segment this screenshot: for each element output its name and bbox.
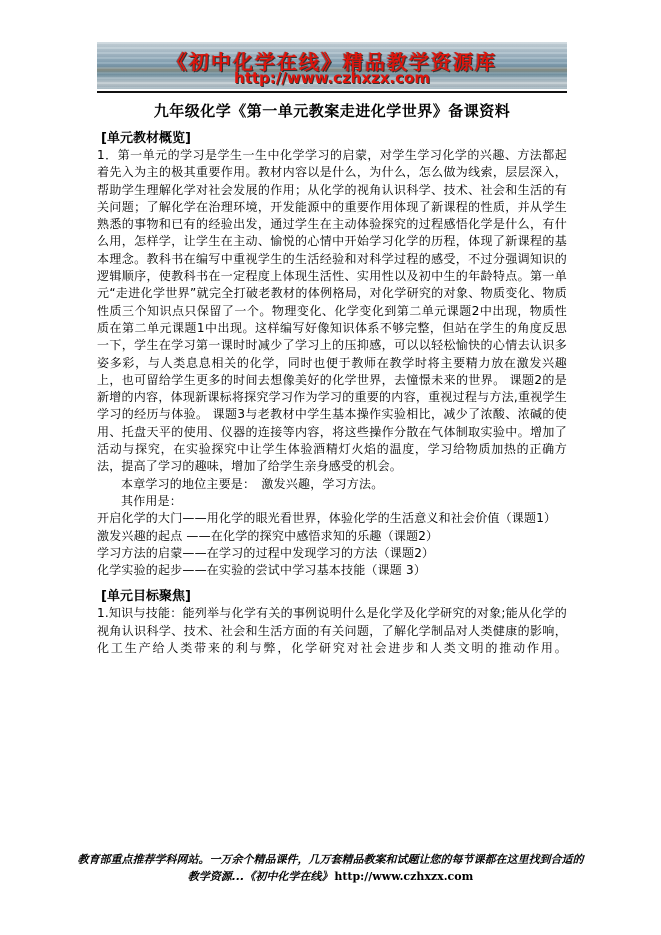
banner-divider-rule bbox=[97, 91, 567, 93]
document-title: 九年级化学《第一单元教案走进化学世界》备课资料 bbox=[153, 102, 511, 120]
section-heading-unit-goals: [单元目标聚焦] bbox=[101, 589, 191, 605]
role-item-topic1: 开启化学的大门——用化学的眼光看世界，体验化学的生活意义和社会价值（课题1） bbox=[97, 511, 557, 526]
footer-site-url-link[interactable]: http://www.czhxzx.com bbox=[334, 870, 474, 883]
role-item-topic3: 化学实验的起步——在实验的尝试中学习基本技能（课题 3） bbox=[97, 563, 427, 578]
banner-site-url-link[interactable]: http://www.czhxzx.com bbox=[234, 69, 430, 87]
unit-overview-paragraph: 1．第一单元的学习是学生一生中化学学习的启蒙，对学生学习化学的兴趣、方法都起着先入为主的极其重要作用。教材内容以是什么，为什么，怎么做为线索，层层深入，帮助学生理解化学对社会发展的作用；从化学的视角认识科学、技术、社会和生活的有关问题；了解化学在治理环境，开发能源中的重要作用体现了新课程的性质，并从学生熟悉的事物和已有的经验出发，通过学生在主动体验探究的过程感悟化学是什么，有什么用，怎样学，让学生在主动、愉悦的心情中开始学习化学的历程，体现了新课程的基本理念。教科书在编写中重视学生的生活经验和对科学过程的感受，不过分强调知识的逻辑顺序，使教科书在一定程度上体现生活性、实用性以及初中生的年龄特点。第一单元“走进化学世界”就完全打破老教材的体例格局，对化学研究的对象、物质变化、物质性质三个知识点只保留了一个。物理变化、化学变化到第二单元课题2中出现，物质性质在第二单元课题1中出现。这样编写好像知识体系不够完整，但站在学生的角度反思一下，学生在学习第一课时时减少了学习上的压抑感，可以以轻松愉快的心情去认识多姿多彩，与人类息息相关的化学，同时也便于教师在教学时将主要精力放在激发兴趣上，也可留给学生更多的时间去想像美好的化学世界，去憧憬未来的世界。 课题2的是新增的内容，体现新课标将探究学习作为学习的重要的内容，重视过程与方法,重视学生学习的经历与体验。 课题3与老教材中学生基本操作实验相比，减少了浓酸、浓碱的使用、托盘天平的使用、仪器的连接等内容，将这些操作分散在气体制取实验中。增加了活动与探究，在实验探究中让学生体验酒精灯火焰的温度，学习给物质加热的正确方法，提高了学习的趣味，增加了给学生亲身感受的机会。 bbox=[97, 148, 567, 474]
footer-promo-line: 教育部重点推荐学科网站。一万余个精品课件，几万套精品教案和试题让您的每节课都在这里找到合适的 bbox=[77, 853, 584, 866]
role-item-topic2-interest: 激发兴趣的起点 ——在化学的探究中感悟求知的乐趣（课题2） bbox=[97, 528, 439, 543]
chapter-status-line: 本章学习的地位主要是： 激发兴趣，学习方法。 bbox=[121, 476, 384, 491]
role-item-topic2-method: 学习方法的启蒙——在学习的过程中发现学习的方法（课题2） bbox=[97, 545, 435, 560]
footer-source-text: 教学资源...《初中化学在线》 bbox=[187, 870, 333, 883]
section-heading-unit-overview: [单元教材概览] bbox=[101, 131, 191, 146]
chapter-role-intro-line: 其作用是： bbox=[121, 493, 183, 508]
banner-site-title: 《初中化学在线》精品教学资源库 bbox=[167, 50, 497, 74]
page-footer bbox=[0, 851, 661, 885]
banner-background-image bbox=[97, 42, 567, 89]
footer-source-line bbox=[0, 868, 661, 885]
unit-goals-paragraph: 1.知识与技能：能列举与化学有关的事例说明什么是化学及化学研究的对象;能从化学的视角认识科学、技术、社会和生活方面的有关问题，了解化学制品对人类健康的影响，化工生产给人类带来的利与弊，化学研究对社会进步和人类文明的推动作用。 bbox=[97, 606, 567, 656]
document-content bbox=[97, 42, 567, 657]
